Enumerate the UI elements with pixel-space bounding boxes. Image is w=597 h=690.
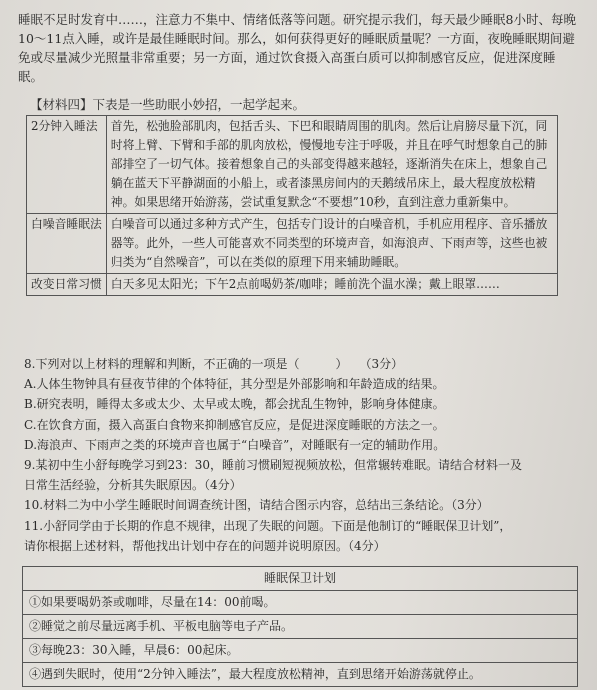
- sleep-plan-table: [22, 566, 578, 687]
- question-8: 8.下列对以上材料的理解和判断，不正确的一项是（ ） （3分）: [24, 357, 404, 371]
- tip-label: 白噪音睡眠法: [27, 214, 107, 274]
- plan-item: ①如果要喝奶茶或咖啡，尽量在14：00前喝。: [23, 591, 578, 615]
- question-11-cont: 请你根据上述材料，帮他找出计划中存在的问题并说明原因。（4分）: [24, 538, 386, 553]
- option-d: D.海浪声、下雨声之类的环境声音也属于“白噪音”，对睡眠有一定的辅助作用。: [24, 437, 446, 452]
- tip-label: 2分钟入睡法: [27, 116, 107, 214]
- tip-label: 改变日常习惯: [27, 274, 107, 296]
- tip-text: 白噪音可以通过多种方式产生，包括专门设计的白噪音机，手机应用程序、音乐播放器等。此外，一些人可能喜欢不同类型的环境声音，如海浪声、下雨声等，这些也被归类为“自然噪音”，可以在类似的原理下用来辅助睡眠。: [106, 214, 557, 274]
- question-10: 10.材料二为中小学生睡眠时间调查统计图，请结合图示内容，总结出三条结论。（3分）: [24, 498, 489, 513]
- tip-text: 首先，松弛脸部肌肉，包括舌头、下巴和眼睛周围的肌肉。然后让肩膀尽量下沉，同时将上臂、下臂和手部的肌肉放松，慢慢地专注于呼吸，并且在呼气时想象自己的肺部排空了一切气体。接着想象自己的头部变得越来越轻，逐渐消失在床上，想象自己躺在蓝天下平静湖面的小船上，或者漆黑房间内的天鹅绒吊床上，最大程度放松精神。如果思绪开始游荡，尝试重复默念“不要想”10秒，直到注意力重新集中。: [106, 116, 557, 214]
- plan-title: 睡眠保卫计划: [23, 567, 578, 591]
- question-9-cont: 日常生活经验，分析其失眠原因。（4分）: [24, 478, 242, 493]
- option-b: B.研究表明，睡得太多或太少、太早或太晚，都会扰乱生物钟，影响身体健康。: [24, 397, 445, 412]
- question-9: 9.某初中生小舒每晚学习到23：30，睡前习惯刷短视频放松，但常辗转难眠。请结合材料一及: [24, 458, 522, 473]
- plan-item: ②睡觉之前尽量远离手机、平板电脑等电子产品。: [23, 615, 578, 639]
- sleep-tips-table: [26, 115, 558, 296]
- material4-heading: 【材料四】下表是一些助眠小妙招，一起学起来。: [30, 97, 306, 112]
- option-c: C.在饮食方面，摄入高蛋白食物来抑制感官反应，是促进深度睡眠的方法之一。: [24, 417, 445, 432]
- option-a: A.人体生物钟具有昼夜节律的个体特征，其分型是外部影响和年龄造成的结果。: [24, 377, 445, 392]
- table-row: [27, 274, 558, 296]
- table-row: [27, 116, 558, 214]
- plan-item: ④遇到失眠时，使用“2分钟入睡法”，最大程度放松精神，直到思绪开始游荡就停止。: [23, 663, 578, 687]
- tip-text: 白天多见太阳光；下午2点前喝奶茶/咖啡；睡前洗个温水澡；戴上眼罩……: [106, 274, 557, 296]
- table-row: [27, 214, 558, 274]
- questions-block: [24, 354, 584, 556]
- plan-item: ③每晚23：30入睡，早晨6：00起床。: [23, 639, 578, 663]
- question-11: 11.小舒同学由于长期的作息不规律，出现了失眠的问题。下面是他制订的“睡眠保卫计划”，: [24, 518, 512, 533]
- intro-paragraph: 睡眠不足时发育中……，注意力不集中、情绪低落等问题。研究提示我们，每天最少睡眠8小时、每晚10～11点入睡，或许是最佳睡眠时间。那么，如何获得更好的睡眠质量呢？一方面，夜晚睡眠期间避免或尽量减少光照量非常重要；另一方面，通过饮食摄入高蛋白质可以抑制感官反应，促进深度睡眠。: [18, 12, 576, 84]
